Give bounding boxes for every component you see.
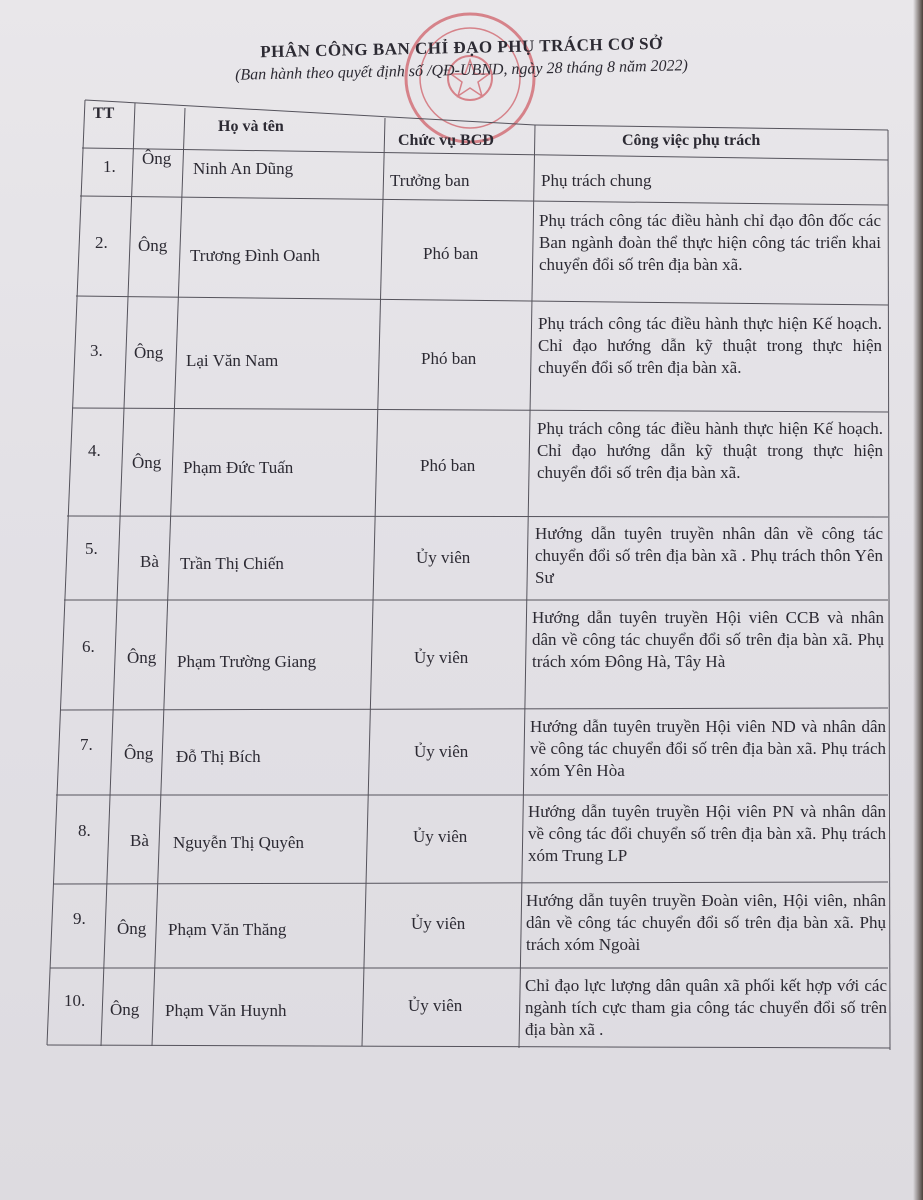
row-10-title: Ông bbox=[110, 1000, 140, 1019]
row-1-task: Phụ trách chung bbox=[541, 171, 652, 190]
row-3-title: Ông bbox=[134, 343, 164, 362]
row-4-tt: 4. bbox=[88, 441, 101, 460]
row-7-position: Ủy viên bbox=[414, 742, 469, 761]
row-5-position: Ủy viên bbox=[416, 548, 471, 567]
row-8-tt: 8. bbox=[78, 821, 91, 840]
row-2-task: Phụ trách công tác điều hành chỉ đạo đôn đốc các Ban ngành đoàn thể thực hiện công tác triển khai chuyển đổi số trên địa bàn xã. bbox=[539, 211, 881, 274]
row-6-task: Hướng dẫn tuyên truyền Hội viên CCB và nhân dân về công tác chuyển đổi số trên địa bàn xã. Phụ trách xóm Đông Hà, Tây Hà bbox=[532, 608, 884, 671]
header-position: Chức vụ BCĐ bbox=[398, 132, 494, 149]
row-9-title: Ông bbox=[117, 919, 147, 938]
row-3-task: Phụ trách công tác điều hành thực hiện Kế hoạch. Chỉ đạo hướng dẫn kỹ thuật trong thực hiện chuyển đổi số trên địa bàn xã. bbox=[538, 314, 882, 377]
row-7-name: Đỗ Thị Bích bbox=[176, 747, 261, 766]
row-9-tt: 9. bbox=[73, 909, 86, 928]
row-8-task: Hướng dẫn tuyên truyền Hội viên PN và nhân dân về công tác đổi chuyển số trên địa bàn xã. Phụ trách xóm Trung LP bbox=[528, 802, 886, 865]
row-2-tt: 2. bbox=[95, 233, 108, 252]
row-10-tt: 10. bbox=[64, 991, 86, 1010]
row-10-position: Ủy viên bbox=[408, 996, 463, 1015]
row-5-task: Hướng dẫn tuyên truyền nhân dân về công tác chuyển đổi số trên địa bàn xã . Phụ trách thôn Yên Sư bbox=[535, 524, 883, 587]
row-4-name: Phạm Đức Tuấn bbox=[183, 458, 294, 477]
document-title: PHÂN CÔNG BAN CHỈ ĐẠO PHỤ TRÁCH CƠ SỞ bbox=[260, 33, 663, 62]
row-9-position: Ủy viên bbox=[411, 914, 466, 933]
row-1-position: Trưởng ban bbox=[390, 171, 470, 190]
row-8-title: Bà bbox=[130, 831, 149, 850]
row-3-position: Phó ban bbox=[421, 349, 477, 368]
row-4-task: Phụ trách công tác điều hành thực hiện Kế hoạch. Chỉ đạo hướng dẫn kỹ thuật trong thực hiện chuyển đổi số trên địa bàn xã. bbox=[537, 419, 883, 482]
row-8-name: Nguyễn Thị Quyên bbox=[173, 833, 304, 852]
row-2-position: Phó ban bbox=[423, 244, 479, 263]
row-1-title: Ông bbox=[142, 149, 172, 168]
row-3-name: Lại Văn Nam bbox=[186, 351, 279, 370]
row-2-title: Ông bbox=[138, 236, 168, 255]
row-9-task: Hướng dẫn tuyên truyền Đoàn viên, Hội viên, nhân dân về công tác chuyển đổi số trên địa bàn xã. Phụ trách xóm Ngoài bbox=[526, 891, 886, 954]
document-subtitle: (Ban hành theo quyết định số /QĐ-UBND, ngày 28 tháng 8 năm 2022) bbox=[234, 57, 689, 84]
row-5-tt: 5. bbox=[85, 539, 98, 558]
row-6-tt: 6. bbox=[82, 637, 95, 656]
row-10-task: Chỉ đạo lực lượng dân quân xã phối kết hợp với các ngành tích cực tham gia công tác chuyển đổi số trên địa bàn xã . bbox=[525, 976, 887, 1039]
row-1-name: Ninh An Dũng bbox=[193, 159, 294, 178]
row-3-tt: 3. bbox=[90, 341, 103, 360]
row-7-title: Ông bbox=[124, 744, 154, 763]
row-6-position: Ủy viên bbox=[414, 648, 469, 667]
row-5-name: Trần Thị Chiến bbox=[180, 554, 284, 573]
row-9-name: Phạm Văn Thăng bbox=[168, 920, 287, 939]
row-7-tt: 7. bbox=[80, 735, 93, 754]
row-1-tt: 1. bbox=[103, 157, 116, 176]
row-7-task: Hướng dẫn tuyên truyền Hội viên ND và nhân dân về công tác chuyển đổi số trên địa bàn xã. Phụ trách xóm Yên Hòa bbox=[530, 717, 886, 780]
header-tt: TT bbox=[93, 105, 115, 122]
row-8-position: Ủy viên bbox=[413, 827, 468, 846]
row-6-name: Phạm Trường Giang bbox=[177, 652, 317, 671]
row-4-position: Phó ban bbox=[420, 456, 476, 475]
row-2-name: Trương Đình Oanh bbox=[190, 246, 320, 265]
row-10-name: Phạm Văn Huynh bbox=[165, 1001, 287, 1020]
header-task: Công việc phụ trách bbox=[622, 132, 761, 149]
row-6-title: Ông bbox=[127, 648, 157, 667]
row-5-title: Bà bbox=[140, 552, 159, 571]
row-4-title: Ông bbox=[132, 453, 162, 472]
header-name: Họ và tên bbox=[218, 118, 284, 135]
